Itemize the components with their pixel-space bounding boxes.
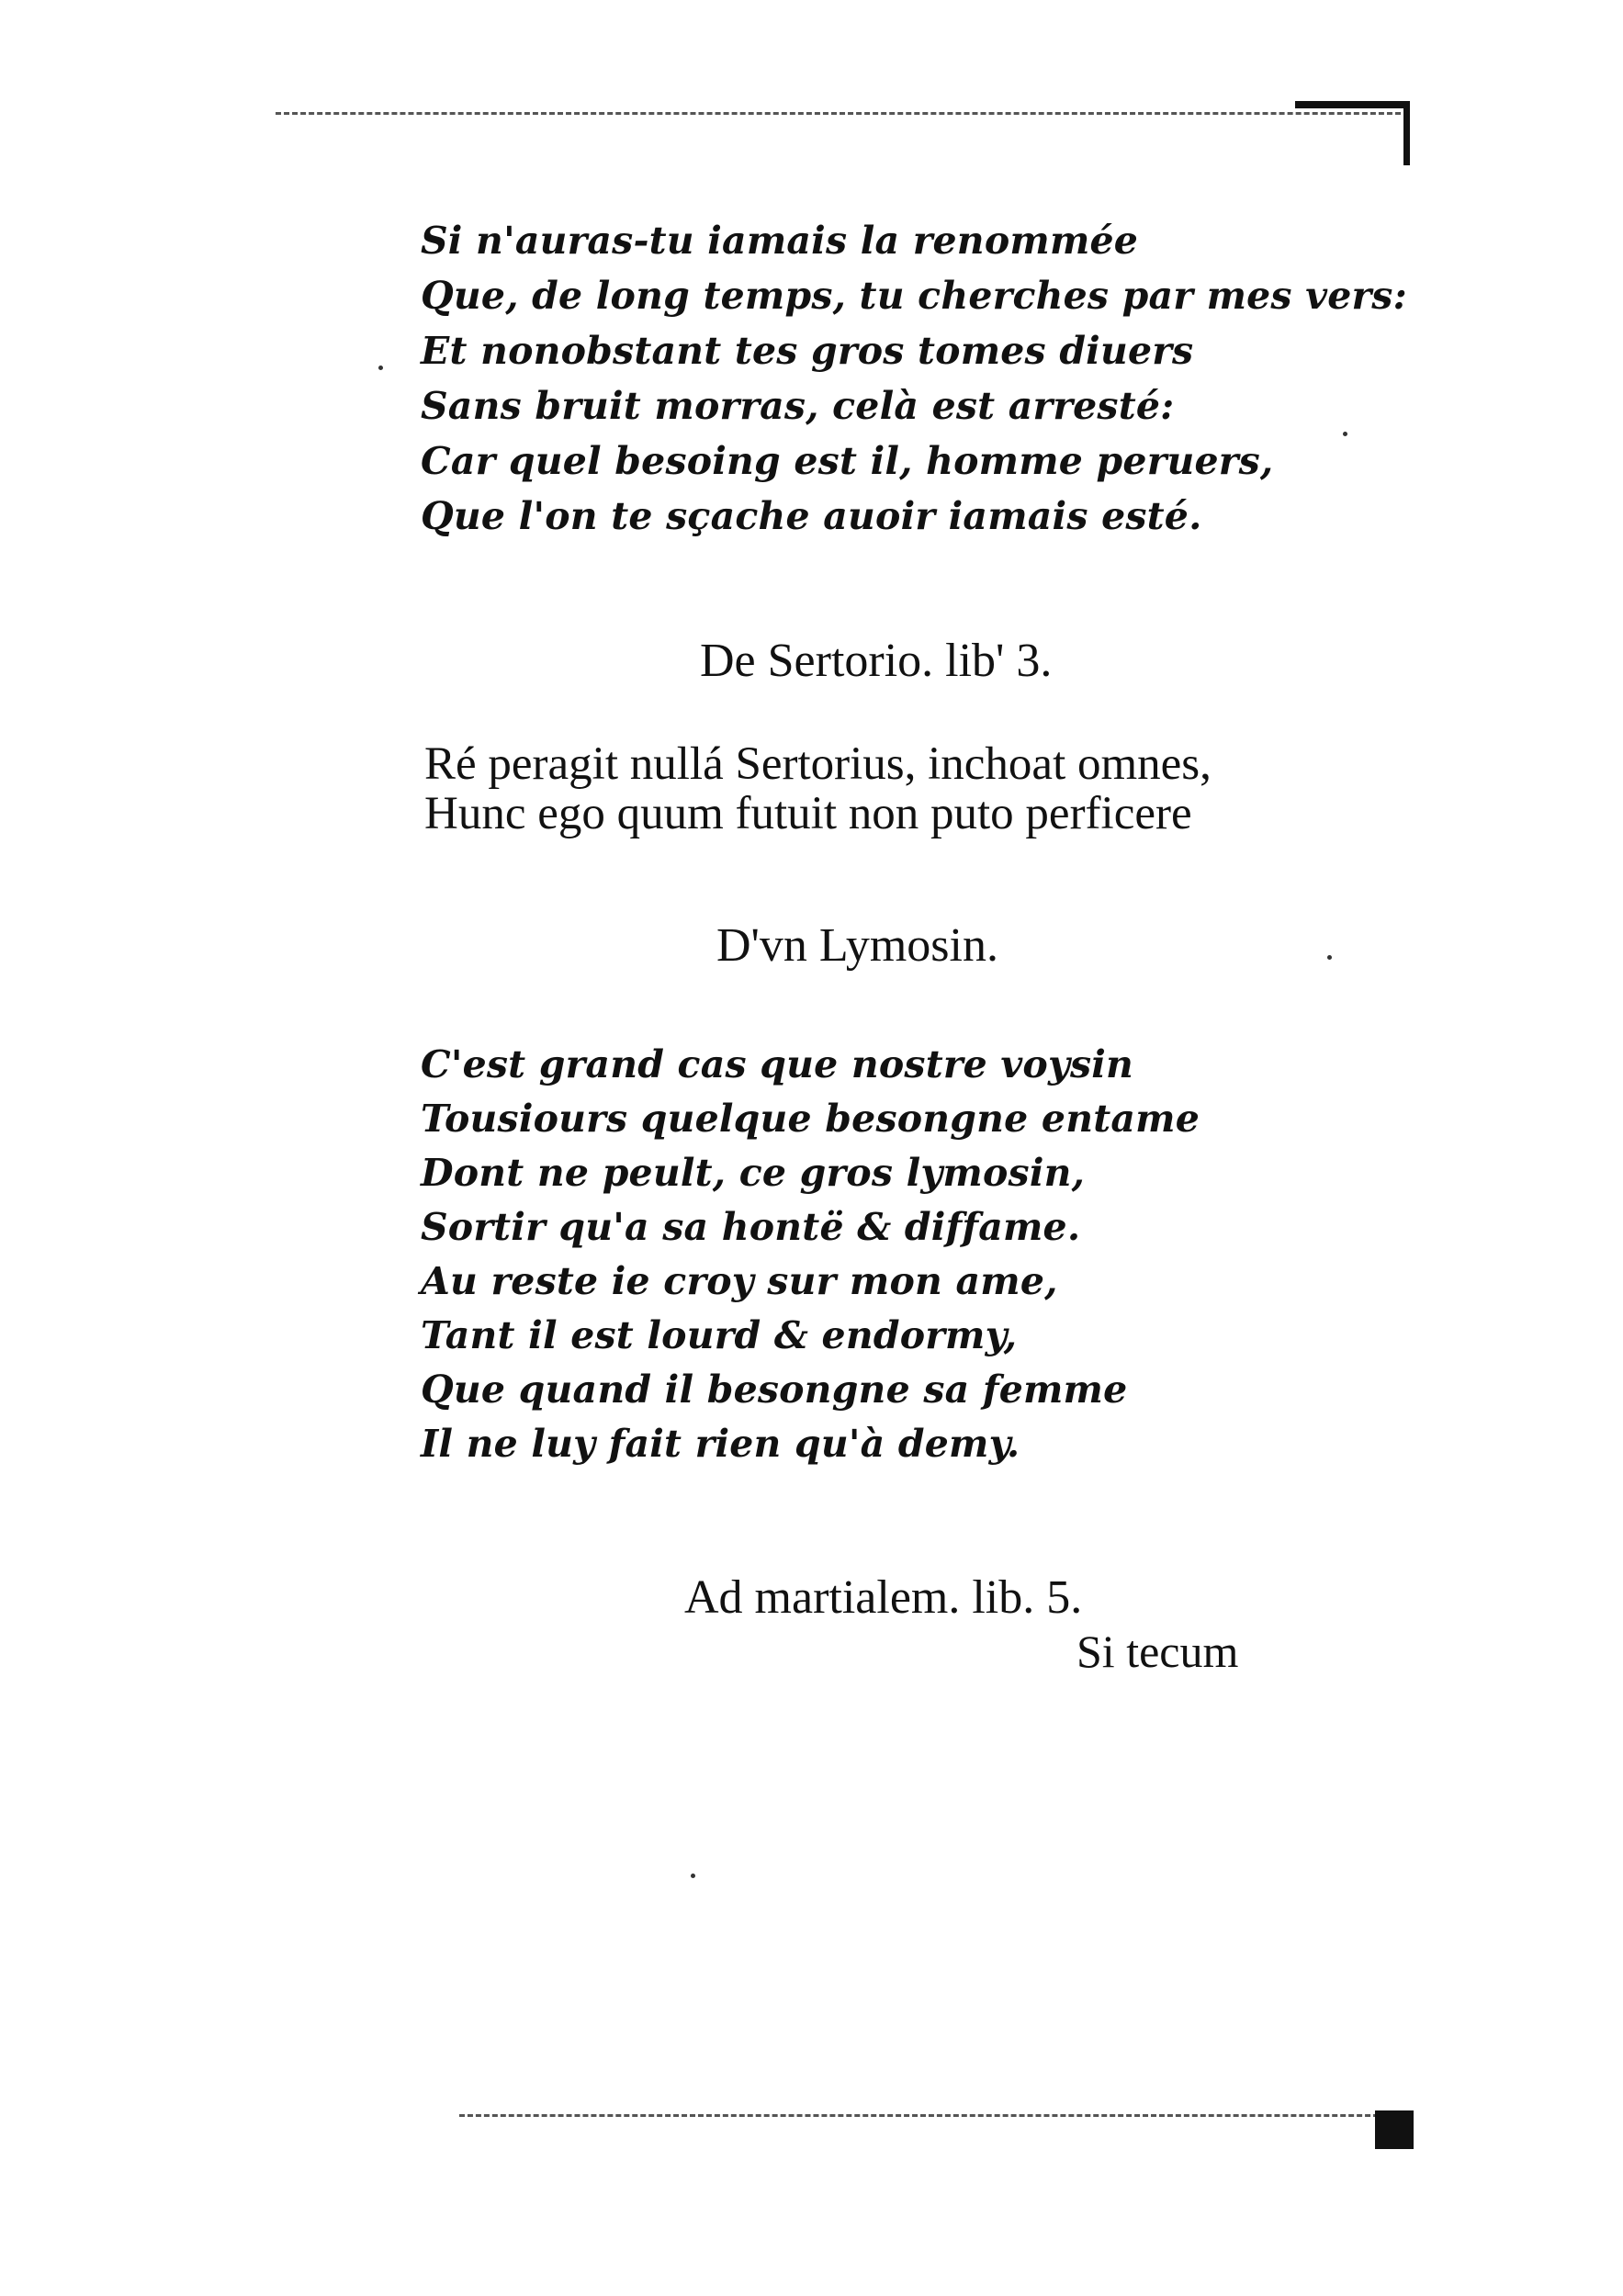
scan-speck xyxy=(691,1874,695,1878)
verse-line: Que quand il besongne sa femme xyxy=(421,1367,1128,1412)
scan-speck xyxy=(378,366,383,370)
verse-line: Tousiours quelque besongne entame xyxy=(421,1097,1200,1141)
verse-line: Il ne luy fait rien qu'à demy. xyxy=(421,1422,1020,1466)
catchword: Si tecum xyxy=(1076,1626,1239,1677)
heading-ad-martialem: Ad martialem. lib. 5. xyxy=(684,1571,1083,1624)
heading-de-sertorio: De Sertorio. lib' 3. xyxy=(700,635,1053,687)
heading-dvn-lymosin: D'vn Lymosin. xyxy=(716,919,998,972)
verse-line: Sortir qu'a sa hontë & diffame. xyxy=(421,1205,1081,1249)
verse-line: Hunc ego quum futuit non puto perficere xyxy=(424,788,1192,839)
scan-top-edge xyxy=(276,112,1401,115)
verse-line: C'est grand cas que nostre voysin xyxy=(421,1042,1134,1086)
latin-epigram xyxy=(424,739,1212,838)
verse-line: Car quel besoing est il, homme peruers, xyxy=(421,439,1274,483)
verse-line: Que l'on te sçache auoir iamais esté. xyxy=(421,494,1202,538)
verse-line: Sans bruit morras, celà est arresté: xyxy=(421,384,1175,428)
scan-corner-mark xyxy=(1375,2110,1414,2149)
french-poem-1 xyxy=(421,213,1407,544)
verse-line: Dont ne peult, ce gros lymosin, xyxy=(421,1151,1086,1195)
verse-line: Tant il est lourd & endormy, xyxy=(421,1313,1018,1357)
scan-top-corner-mark xyxy=(1295,101,1405,108)
verse-line: Et nonobstant tes gros tomes diuers xyxy=(421,329,1194,373)
french-poem-2 xyxy=(421,1038,1200,1471)
verse-line: Ré peragit nullá Sertorius, inchoat omnes, xyxy=(424,738,1212,790)
scan-bottom-edge xyxy=(459,2114,1387,2117)
verse-line: Que, de long temps, tu cherches par mes vers: xyxy=(421,274,1407,318)
scan-right-edge xyxy=(1403,101,1410,165)
verse-line: Si n'auras-tu iamais la renommée xyxy=(421,219,1139,263)
verse-line: Au reste ie croy sur mon ame, xyxy=(421,1259,1058,1303)
scan-speck xyxy=(1327,955,1332,960)
